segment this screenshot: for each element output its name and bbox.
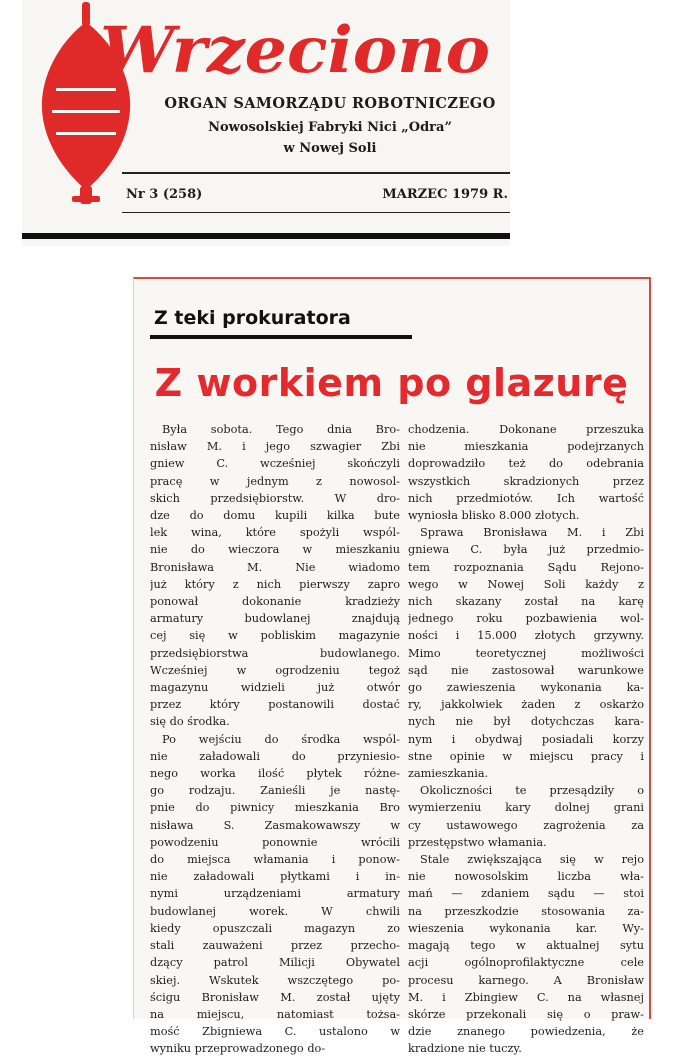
article-line: skich przedsiębiorstw. W dro-	[150, 491, 400, 505]
article-line: pnie do piwnicy mieszkania Bro	[150, 801, 400, 815]
article-line: jednego roku pozbawienia wol-	[408, 612, 644, 626]
article-line: gniewa C. była już przedmio-	[408, 543, 644, 557]
article-line: do miejsca włamania i ponow-	[150, 853, 400, 867]
masthead-org-line-2: Nowosolskiej Fabryki Nici „Odra”	[208, 120, 452, 135]
article-line: budowlanej worek. W chwili	[150, 904, 400, 918]
article-line: chodzenia. Dokonane przeszuka	[408, 423, 644, 436]
article-line: nego worka ilość płytek różne-	[150, 767, 400, 781]
masthead-rule-bottom	[122, 212, 510, 213]
article-line: nisław M. i jego szwagier Zbi	[150, 440, 400, 454]
article-line: przestępstwo włamania.	[408, 835, 547, 849]
article-line: sąd nie zastosował warunkowe	[408, 663, 644, 677]
article-line: skórze przekonali się o praw-	[408, 1007, 644, 1021]
article-line: Bronisława M. Nie wiadomo	[150, 560, 400, 574]
article-column-right	[408, 421, 644, 1058]
article-line: nymi urządzeniami armatury	[150, 887, 400, 901]
article-line: mość Zbigniewa C. ustalono w	[150, 1025, 400, 1039]
article-line: wyniku przeprowadzonego do-	[150, 1042, 326, 1056]
article-line: stali zauważeni przez przecho-	[150, 939, 400, 953]
article-line: cy ustawowego zagrożenia za	[408, 818, 644, 832]
kicker-underline	[150, 335, 412, 339]
article-line: wymierzeniu kary dolnej grani	[408, 801, 644, 815]
article-line: ry, jakkolwiek żaden z oskarżo	[408, 698, 644, 712]
article-line: nie załadowali do przyniesio-	[150, 749, 400, 763]
article-line: powodzeniu ponownie wrócili	[150, 835, 400, 849]
article-line: na miejscu, natomiast tożsa-	[150, 1007, 400, 1021]
article-line: mań — zdaniem sądu — stoi	[408, 887, 644, 901]
article-line: już który z nich pierwszy zapro	[150, 577, 400, 591]
article-headline: Z workiem po glazurę	[154, 361, 629, 405]
article-line: Stale zwiększająca się w rejo	[420, 853, 644, 867]
article-line: dzie znanego powiedzenia, że	[408, 1025, 644, 1039]
article-line: skiej. Wskutek wszczętego po-	[150, 973, 400, 987]
article-line: kradzione nie tuczy.	[408, 1042, 522, 1056]
article-line: nie nowosolskim liczba wła-	[408, 870, 644, 884]
article-column-left	[150, 421, 400, 1058]
article-line: nie załadowali płytkami i in-	[150, 870, 400, 884]
masthead	[22, 0, 510, 246]
article-line: ścigu Bronisław M. został ujęty	[150, 990, 400, 1004]
article-line: Sprawa Bronisława M. i Zbi	[420, 526, 644, 540]
article-line: go zawieszenia wykonania ka-	[408, 681, 644, 695]
article-line: na przeszkodzie stosowania za-	[408, 904, 644, 918]
article-line: armatury budowlanej znajdują	[150, 612, 400, 626]
article-line: nich przedmiotów. Ich wartość	[408, 491, 644, 505]
article-line: Wcześniej w ogrodzeniu tegoż	[150, 663, 400, 677]
article-line: wszystkich skradzionych przez	[408, 474, 644, 488]
article-kicker: Z teki prokuratora	[154, 307, 351, 329]
article-line: Po wejściu do środka wspól-	[162, 732, 400, 746]
article-line: lek wina, które spożyli wspól-	[150, 526, 400, 540]
issue-number: Nr 3 (258)	[126, 187, 203, 202]
article-line: dzący patrol Milicji Obywatel	[150, 956, 400, 970]
article-line: ności i 15.000 złotych grzywny.	[408, 629, 644, 643]
article-line: dze do domu kupili kilka bute	[150, 509, 400, 523]
article-line: gniew C. wcześniej skończyli	[150, 457, 400, 471]
article-line: ponował dokonanie kradzieży	[150, 595, 400, 609]
article-line: pracę w jednym z nowosol-	[150, 474, 400, 488]
article-line: magazynu widzieli już otwór	[150, 681, 400, 695]
article-line: procesu karnego. A Bronisław	[408, 973, 644, 987]
issue-date: MARZEC 1979 R.	[382, 187, 508, 202]
article-line: wyniosła blisko 8.000 złotych.	[408, 509, 580, 523]
article-line: wieszenia wykonania kar. Wy-	[408, 921, 644, 935]
article-line: stne opinie w miejscu pracy i	[408, 749, 644, 763]
masthead-org-line-3: w Nowej Soli	[283, 141, 377, 156]
article-line: Mimo teoretycznej możliwości	[408, 646, 644, 660]
article-line: kiedy opuszczali magazyn zo	[150, 921, 400, 935]
article-line: przez który postanowili dostać	[150, 698, 400, 712]
masthead-rule-top	[122, 172, 510, 174]
article-line: magają tego w aktualnej sytu	[408, 939, 644, 953]
article-clipping	[133, 277, 651, 1056]
article-line: Okoliczności te przesądziły o	[420, 784, 644, 798]
article-line: nisława S. Zasmakowawszy w	[150, 818, 400, 832]
article-line: acji ogólnoprofilaktyczne cele	[408, 956, 644, 970]
article-line: wego w Nowej Soli każdy z	[408, 577, 644, 591]
article-line: doprowadziło też do odebrania	[408, 457, 644, 471]
masthead-title: Wrzeciono	[100, 13, 490, 88]
article-line: nych nie był dotychczas kara-	[408, 715, 644, 729]
article-line: nich skazany został na karę	[408, 595, 644, 609]
article-line: Była sobota. Tego dnia Bro-	[162, 423, 400, 436]
article-line: nie do wieczora w mieszkaniu	[150, 543, 400, 557]
article-line: tem rozpoznania Sądu Rejono-	[408, 560, 644, 574]
article-line: go rodzaju. Zanieśli je nastę-	[150, 784, 400, 798]
article-line: nie mieszkania podejrzanych	[408, 440, 644, 454]
article-line: M. i Zbingiew C. na własnej	[408, 990, 644, 1004]
article-line: nym i obydwaj posiadali korzy	[408, 732, 644, 746]
article-line: się do środka.	[150, 715, 230, 729]
masthead-org-line-1: ORGAN SAMORZĄDU ROBOTNICZEGO	[164, 95, 496, 112]
article-line: przedsiębiorstwa budowlanego.	[150, 646, 400, 660]
article-line: zamieszkania.	[408, 767, 489, 781]
article-line: cej się w pobliskim magazynie	[150, 629, 400, 643]
masthead-rule-thick	[22, 233, 510, 239]
